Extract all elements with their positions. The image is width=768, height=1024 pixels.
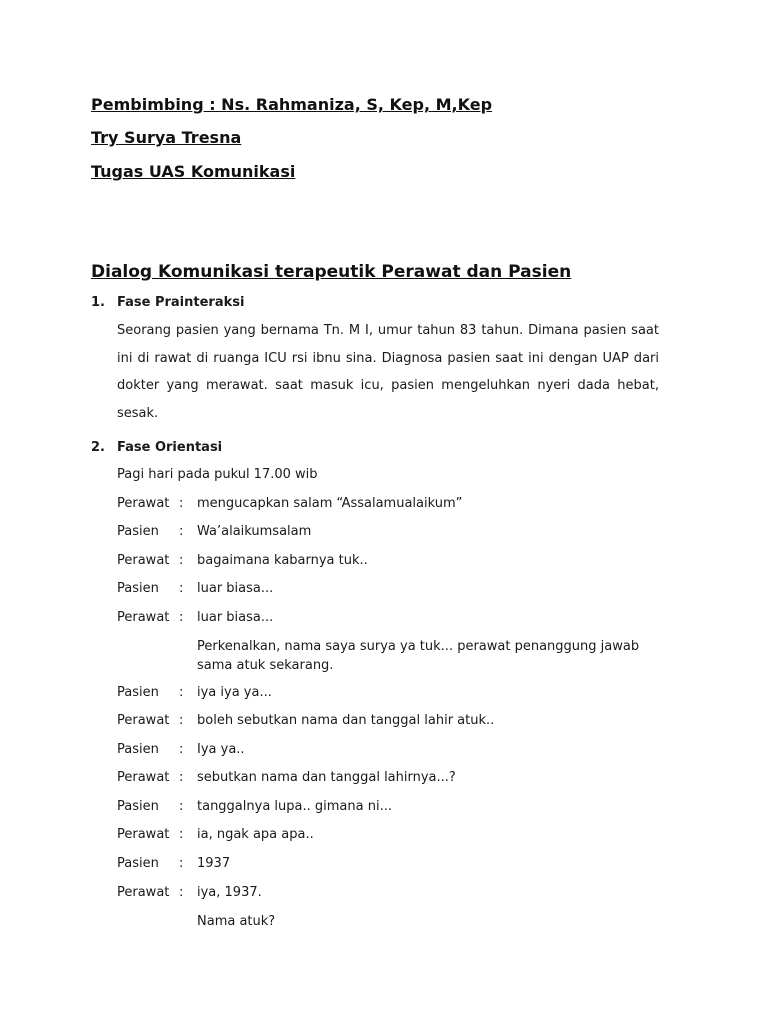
- section-number: 2.: [91, 440, 105, 455]
- dialog-speaker: Perawat: [117, 713, 170, 728]
- dialog-text: sebutkan nama dan tanggal lahirnya...?: [197, 770, 456, 785]
- dialog-speaker: Pasien: [117, 685, 159, 700]
- dialog-text: Iya ya..: [197, 742, 245, 757]
- dialog-text: luar biasa...: [197, 610, 274, 625]
- assignment-title: Tugas UAS Komunikasi: [91, 162, 296, 181]
- dialog-colon: :: [179, 770, 184, 785]
- dialog-colon: :: [179, 856, 184, 871]
- dialog-text: Wa’alaikumsalam: [197, 524, 312, 539]
- dialog-colon: :: [179, 799, 184, 814]
- dialog-colon: :: [179, 553, 184, 568]
- dialog-speaker: Pasien: [117, 799, 159, 814]
- section-title: Fase Prainteraksi: [117, 295, 245, 310]
- dialog-colon: :: [179, 827, 184, 842]
- dialog-text: iya, 1937.: [197, 885, 262, 900]
- dialog-text: ia, ngak apa apa..: [197, 827, 314, 842]
- dialog-colon: :: [179, 581, 184, 596]
- dialog-colon: :: [179, 496, 184, 511]
- dialog-colon: :: [179, 885, 184, 900]
- section-intro: Pagi hari pada pukul 17.00 wib: [117, 467, 318, 482]
- dialog-continuation: Nama atuk?: [197, 914, 276, 929]
- dialog-text: tanggalnya lupa.. gimana ni...: [197, 799, 392, 814]
- dialog-speaker: Perawat: [117, 496, 170, 511]
- dialog-text: bagaimana kabarnya tuk..: [197, 553, 368, 568]
- document-title: Dialog Komunikasi terapeutik Perawat dan Pasien: [91, 262, 572, 282]
- section-paragraph: Seorang pasien yang bernama Tn. M I, umur tahun 83 tahun. Dimana pasien saat ini di rawat di ruanga ICU rsi ibnu sina. Diagnosa pasien saat ini dengan UAP dari dokter yang merawat. saat masuk icu, pasien mengeluhkan nyeri dada hebat, sesak.: [117, 323, 659, 421]
- dialog-colon: :: [179, 524, 184, 539]
- dialog-speaker: Pasien: [117, 742, 159, 757]
- dialog-colon: :: [179, 685, 184, 700]
- dialog-speaker: Perawat: [117, 885, 170, 900]
- dialog-continuation: Perkenalkan, nama saya surya ya tuk... perawat penanggung jawab sama atuk sekarang.: [197, 639, 640, 673]
- dialog-text: iya iya ya...: [197, 685, 272, 700]
- dialog-speaker: Perawat: [117, 770, 170, 785]
- section-number: 1.: [91, 295, 105, 310]
- dialog-speaker: Pasien: [117, 524, 159, 539]
- dialog-text: boleh sebutkan nama dan tanggal lahir atuk..: [197, 713, 495, 728]
- dialog-speaker: Perawat: [117, 610, 170, 625]
- dialog-colon: :: [179, 713, 184, 728]
- section-title: Fase Orientasi: [117, 440, 223, 455]
- dialog-colon: :: [179, 610, 184, 625]
- dialog-text: mengucapkan salam “Assalamualaikum”: [197, 496, 463, 511]
- dialog-speaker: Pasien: [117, 856, 159, 871]
- student-name: Try Surya Tresna: [91, 128, 242, 147]
- dialog-text: luar biasa...: [197, 581, 274, 596]
- supervisor-line: Pembimbing : Ns. Rahmaniza, S, Kep, M,Kep: [91, 95, 493, 114]
- dialog-text: 1937: [197, 856, 231, 871]
- dialog-speaker: Perawat: [117, 827, 170, 842]
- dialog-speaker: Perawat: [117, 553, 170, 568]
- dialog-colon: :: [179, 742, 184, 757]
- dialog-speaker: Pasien: [117, 581, 159, 596]
